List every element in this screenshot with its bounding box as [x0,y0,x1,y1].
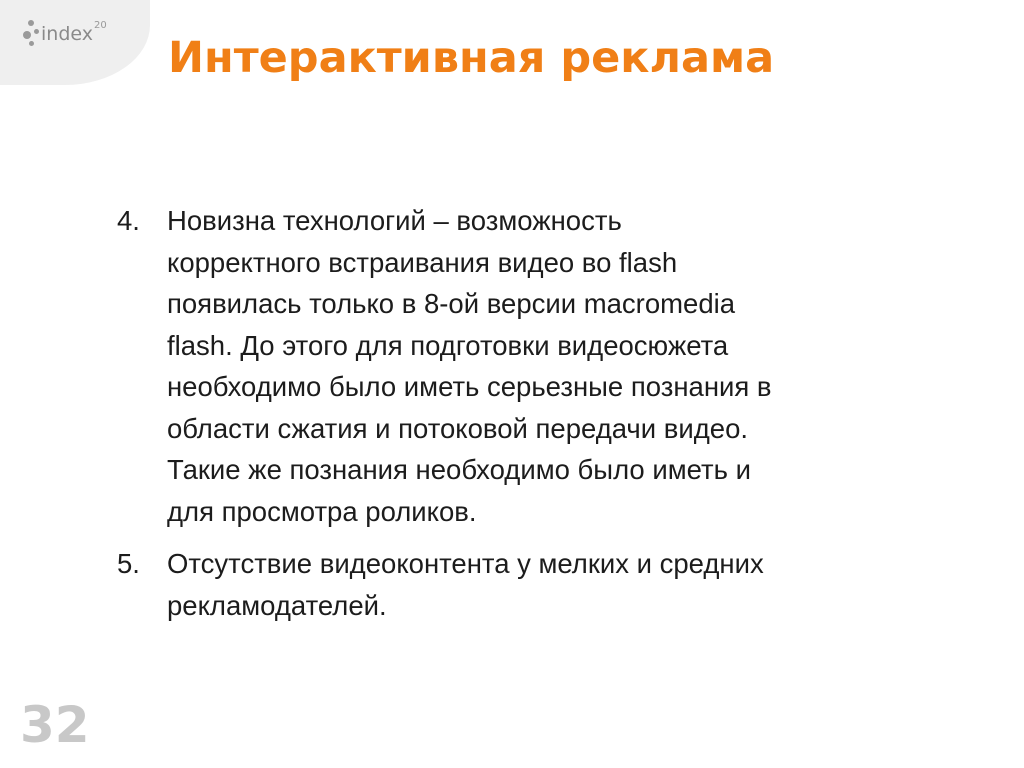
list-item [117,200,937,532]
logo-text: index [41,23,93,45]
logo-dots-icon [22,17,40,51]
slide-list [117,200,937,637]
logo-superscript: 20 [93,19,107,31]
list-item-number: 4. [117,205,140,236]
list-item [117,543,937,626]
page-number: 32 [20,696,90,754]
slide-title: Интерактивная реклама [168,33,775,83]
list-item-text: Отсутствие видеоконтента у мелких и средних рекламодателей. [167,548,764,621]
logo [22,14,107,54]
list-item-text: Новизна технологий – возможность корректного встраивания видео во flash появилась только в 8-ой версии macromedia flash. До этого для подготовки видеосюжета необходимо было иметь серьезные познания в области сжатия и потоковой передачи видео. Такие же познания необходимо было иметь и для просмотра роликов. [167,205,772,527]
list-item-number: 5. [117,548,140,579]
